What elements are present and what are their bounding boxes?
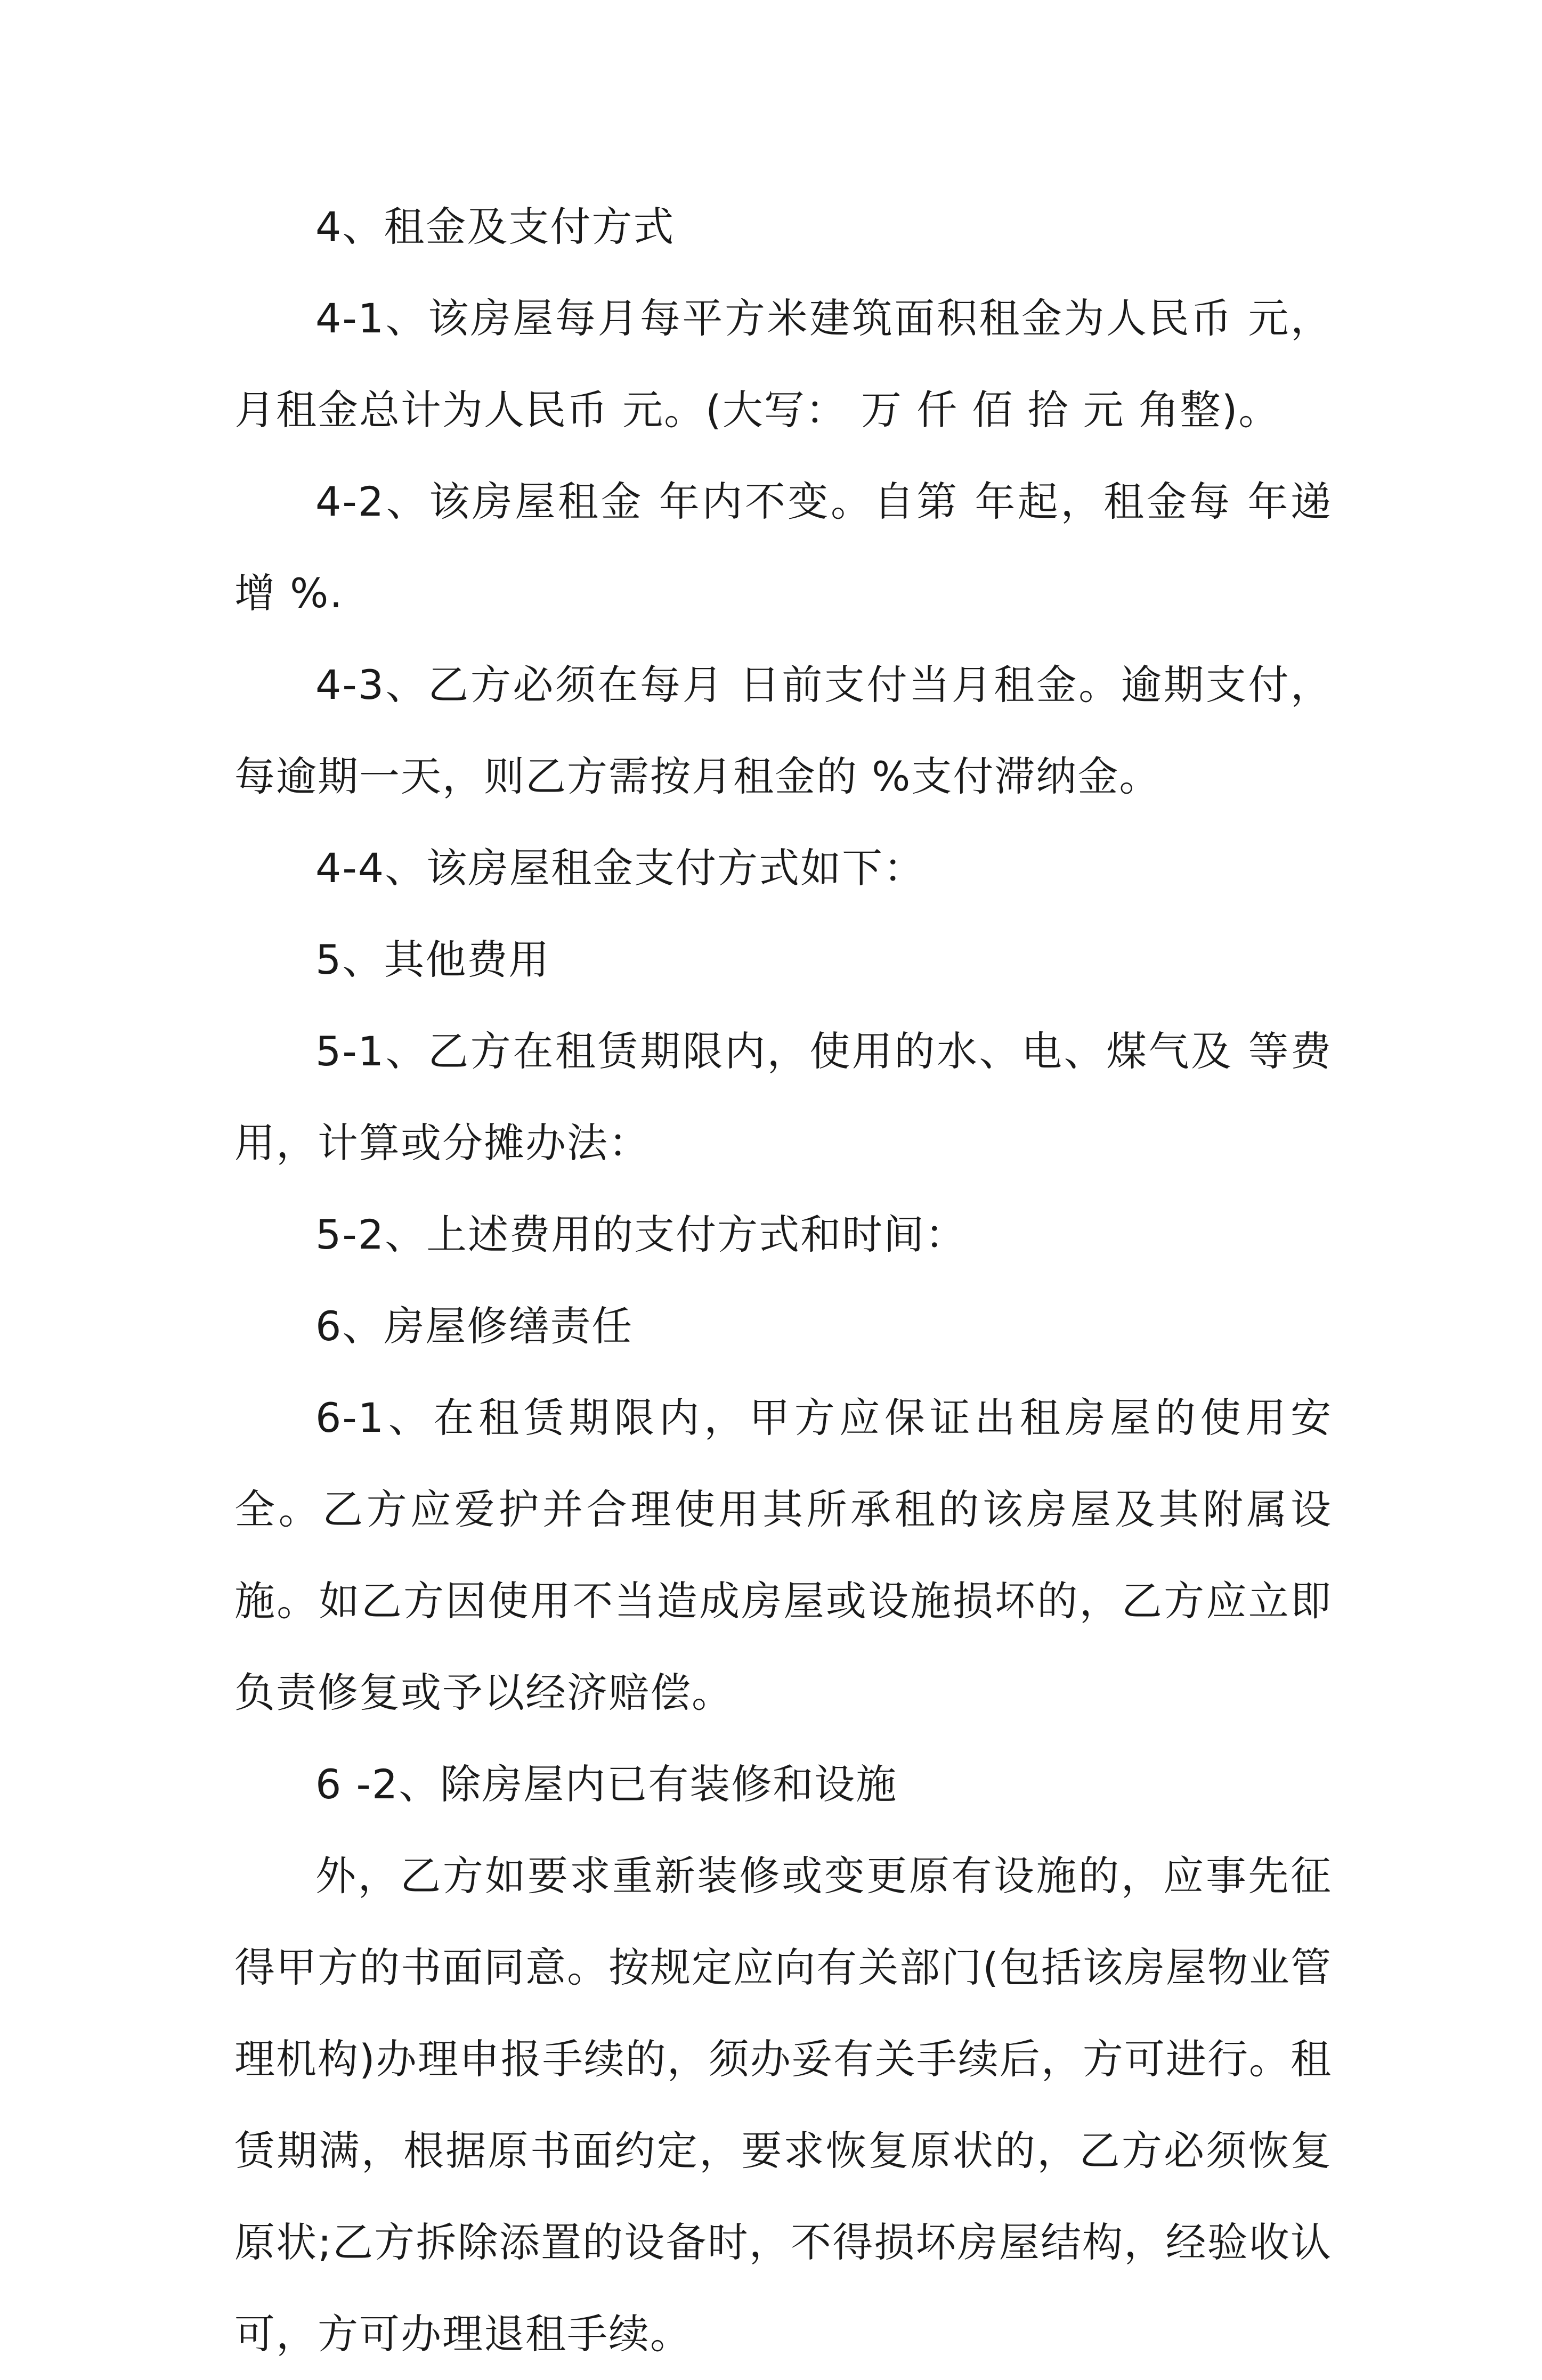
clause-4-2: 4-2、该房屋租金 年内不变。自第 年起，租金每 年递增 %. — [234, 478, 1332, 617]
clause-4-3: 4-3、乙方必须在每月 日前支付当月租金。逾期支付，每逾期一天，则乙方需按月租金的 %支付滞纳金。 — [234, 661, 1332, 800]
clause-6-2: 6 -2、除房屋内已有装修和设施 — [315, 1760, 898, 1808]
clause-5-2: 5-2、上述费用的支付方式和时间： — [315, 1211, 967, 1258]
clause-4-1: 4-1、该房屋每月每平方米建筑面积租金为人民币 元，月租金总计为人民币 元。(大写： 万 仟 佰 拾 元 角整)。 — [234, 295, 1332, 434]
clause-6-1: 6-1、在租赁期限内，甲方应保证出租房屋的使用安全。乙方应爱护并合理使用其所承租的该房屋及其附属设施。如乙方因使用不当造成房屋或设施损坏的，乙方应立即负责修复或予以经济赔偿。 — [234, 1394, 1332, 1716]
section-heading-other-fees: 5、其他费用 — [315, 936, 550, 983]
clause-4-4: 4-4、该房屋租金支付方式如下： — [315, 844, 926, 892]
clause-6-2-continued: 外，乙方如要求重新装修或变更原有设施的，应事先征得甲方的书面同意。按规定应向有关部门(包括该房屋物业管理机构)办理申报手续的，须办妥有关手续后，方可进行。租赁期满，根据原书面约定，要求恢复原状的，乙方必须恢复原状;乙方拆除添置的设备时，不得损坏房屋结构，经验收认可，方可办理退租手续。 — [234, 1852, 1332, 2358]
clause-5-1: 5-1、乙方在租赁期限内，使用的水、电、煤气及 等费用，计算或分摊办法： — [234, 1028, 1332, 1167]
section-heading-repair-responsibility: 6、房屋修缮责任 — [315, 1302, 634, 1350]
section-heading-rent-payment: 4、租金及支付方式 — [315, 203, 675, 250]
document-body — [234, 181, 1332, 2380]
